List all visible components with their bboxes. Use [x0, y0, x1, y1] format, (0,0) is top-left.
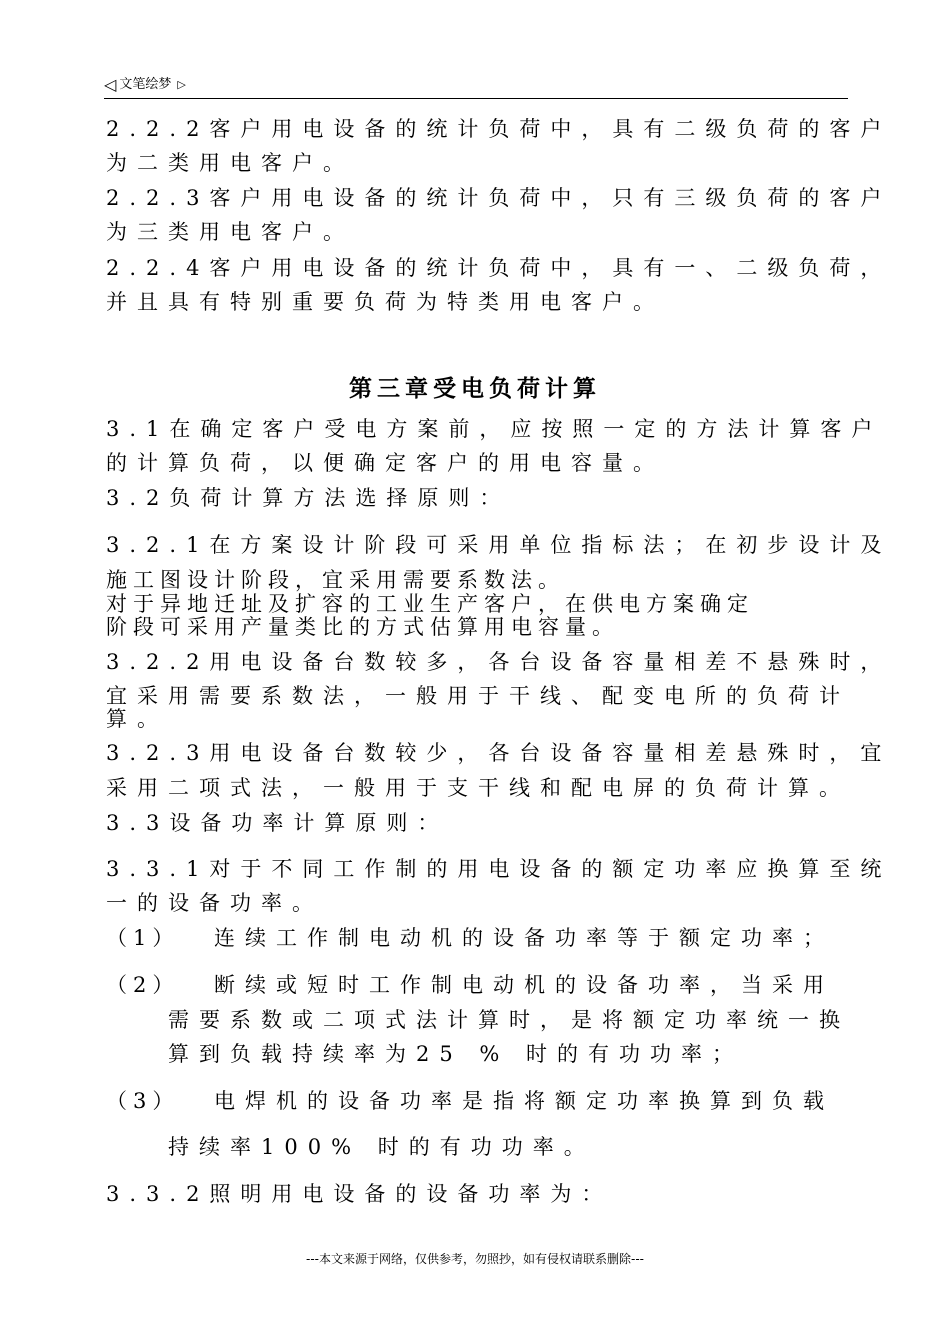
text-line: 为二类用电客户。	[106, 151, 354, 175]
text-line: 3.1在确定客户受电方案前，应按照一定的方法计算客户	[106, 417, 883, 441]
text-line: 电焊机的设备功率是指将额定功率换算到负载	[214, 1089, 834, 1113]
text-line: 为三类用电客户。	[106, 220, 354, 244]
text-line: 对于异地迁址及扩容的工业生产客户，在供电方案确定	[106, 592, 754, 616]
page-header	[104, 74, 848, 99]
text-line: 并且具有特别重要负荷为特类用电客户。	[106, 290, 664, 314]
text-line: 持续率100% 时的有功功率。	[168, 1135, 595, 1159]
text-line: 采用二项式法，一般用于支干线和配电屏的负荷计算。	[106, 776, 850, 800]
text-line: 算。	[106, 707, 168, 731]
header-brand: 文笔绘梦	[119, 77, 172, 92]
list-marker: （2）	[106, 973, 180, 997]
footer-disclaimer: ---本文来源于网络，仅供参考，勿照抄，如有侵权请联系删除---	[306, 1252, 644, 1266]
text-line: 2.2.4客户用电设备的统计负荷中，具有一、二级负荷，	[106, 256, 892, 280]
text-line: 3.2.1在方案设计阶段可采用单位指标法；在初步设计及	[106, 533, 892, 557]
triangle-left-icon: ◁	[104, 75, 117, 94]
text-line: 需要系数或二项式法计算时，是将额定功率统一换	[168, 1008, 850, 1032]
text-line: 3.2.2用电设备台数较多，各台设备容量相差不悬殊时，	[106, 650, 892, 674]
text-line: 连续工作制电动机的设备功率等于额定功率；	[214, 926, 834, 950]
list-marker: （3）	[106, 1089, 180, 1113]
text-line: 算到负载持续率为25 % 时的有功功率；	[168, 1042, 744, 1066]
triangle-right-icon: ▷	[177, 78, 186, 91]
text-line: 断续或短时工作制电动机的设备功率，当采用	[214, 973, 834, 997]
text-line: 的计算负荷，以便确定客户的用电容量。	[106, 451, 664, 475]
text-line: 3.3设备功率计算原则：	[106, 811, 449, 835]
text-line: 3.3.1对于不同工作制的用电设备的额定功率应换算至统	[106, 857, 892, 881]
text-line: 宜采用需要系数法，一般用于干线、配变电所的负荷计	[106, 684, 850, 708]
text-line: 3.2负荷计算方法选择原则：	[106, 486, 511, 510]
chapter-title: 第三章受电负荷计算	[349, 376, 601, 402]
list-marker: （1）	[106, 926, 180, 950]
text-line: 2.2.2客户用电设备的统计负荷中，具有二级负荷的客户	[106, 117, 892, 141]
text-line: 2.2.3客户用电设备的统计负荷中，只有三级负荷的客户	[106, 186, 892, 210]
text-line: 施工图设计阶段，宜采用需要系数法。	[106, 568, 565, 592]
text-line: 3.2.3用电设备台数较少，各台设备容量相差悬殊时，宜	[106, 741, 892, 765]
text-line: 一的设备功率。	[106, 891, 323, 915]
text-line: 3.3.2照明用电设备的设备功率为：	[106, 1182, 613, 1206]
text-line: 阶段可采用产量类比的方式估算用电容量。	[106, 615, 619, 639]
